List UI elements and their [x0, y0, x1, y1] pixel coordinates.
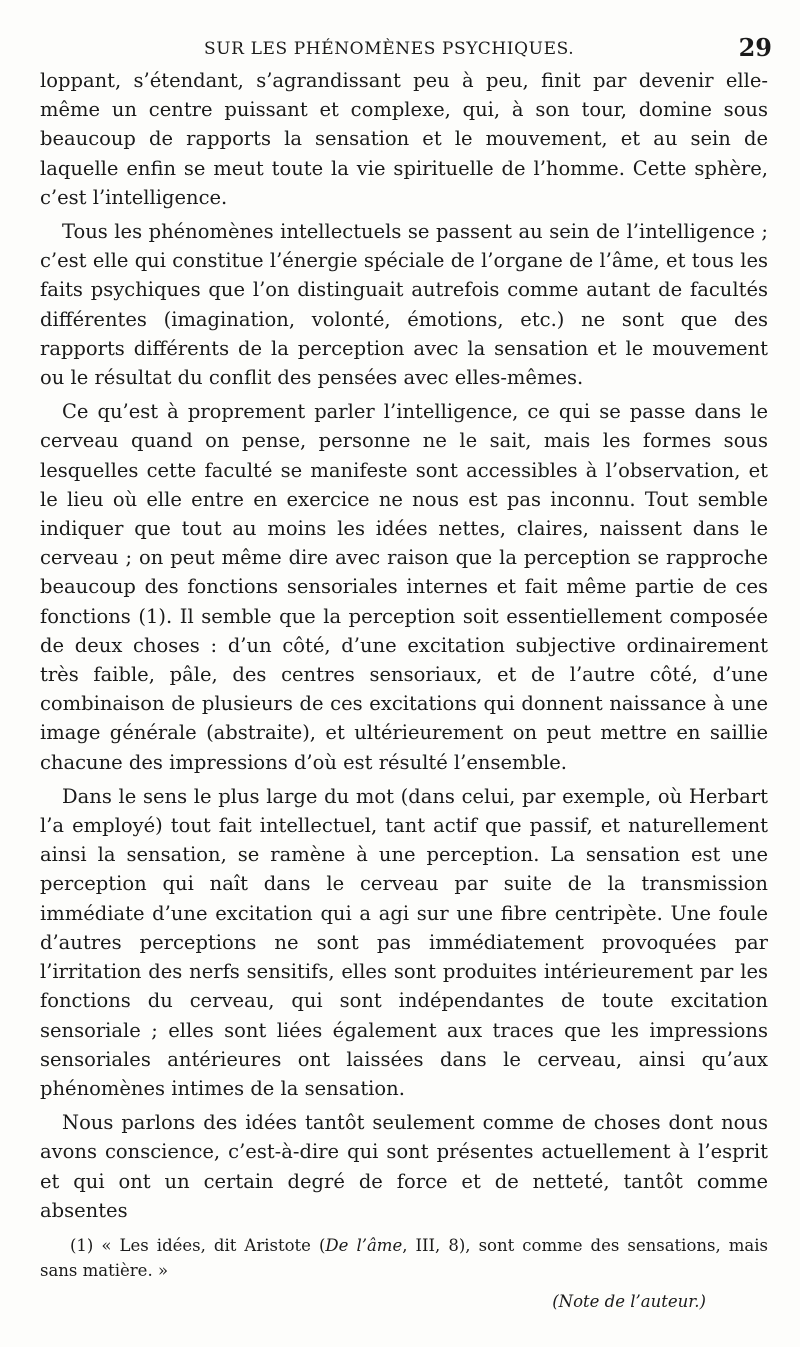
footnote-work-title: De l’âme — [325, 1236, 403, 1255]
paragraph: Tous les phénomènes intellectuels se passent au sein de l’intelligence ; c’est elle qui constitue l’énergie spéciale de l’organe de l’âme, et tous les faits psychiques que l’on distinguait autrefois comme autant de facultés différentes (imagination, volonté, émotions, etc.) ne sont que des rapports différents de la perception avec la sensation et le mouvement ou le résultat du conflit des pensées avec elles-mêmes. — [40, 220, 768, 390]
footnote-area — [40, 1233, 768, 1283]
footnote — [40, 1233, 768, 1283]
footnote-marker: (1) — [70, 1236, 94, 1255]
page-header — [40, 33, 772, 65]
running-head: SUR LES PHÉNOMÈNES PSYCHIQUES. — [204, 39, 575, 59]
paragraph: Ce qu’est à proprement parler l’intelligence, ce qui se passe dans le cerveau quand on pense, personne ne le sait, mais les formes sous lesquelles cette faculté se manifeste sont accessibles à l’observation, et le lieu où elle entre en exercice ne nous est pas inconnu. Tout semble indiquer que tout au moins les idées nettes, claires, naissent dans le cerveau ; on peut même dire avec raison que la perception se rapproche beaucoup des fonctions sensoriales internes et fait même partie de ces fonctions (1). Il semble que la perception soit essentiellement composée de deux choses : d’un côté, d’une excitation subjective ordinairement très faible, pâle, des centres sensoriaux, et de l’autre côté, d’une combinaison de plusieurs de ces excitations qui donnent naissance à une image générale (abstraite), et ultérieurement on peut mettre en saillie chacune des impressions d’où est résulté l’ensemble. — [40, 400, 768, 774]
footnote-attribution: (Note de l’auteur.) — [552, 1292, 706, 1311]
paragraph: Nous parlons des idées tantôt seulement comme de choses dont nous avons conscience, c’est-à-dire qui sont présentes actuellement à l’esprit et qui ont un certain degré de force et de netteté, tantôt comme absentes — [40, 1111, 768, 1222]
paragraph: Dans le sens le plus large du mot (dans celui, par exemple, où Herbart l’a employé) tout fait intellectuel, tant actif que passif, et naturellement ainsi la sensation, se ramène à une perception. La sensation est une perception qui naît dans le cerveau par suite de la transmission immédiate d’une excitation qui a agi sur une fibre centripète. Une foule d’autres perceptions ne sont pas immédiatement provoquées par l’irritation des nerfs sensitifs, elles sont produites intérieurement par les fonctions du cerveau, qui sont indépendantes de toute excitation sensoriale ; elles sont liées également aux traces que les impressions sensoriales antérieures ont laissées dans le cerveau, ainsi qu’aux phénomènes intimes de la sensation. — [40, 784, 768, 1100]
page-number: 29 — [738, 33, 772, 62]
footnote-text-after: , III, 8), sont comme des sensations, mais sans matière. » — [40, 1236, 768, 1280]
body-text — [40, 66, 768, 1230]
paragraph-continuation: loppant, s’étendant, s’agrandissant peu à peu, finit par devenir elle-même un centre puissant et complexe, qui, à son tour, domine sous beaucoup de rapports la sensation et le mouvement, et au sein de laquelle enfin se meut toute la vie spirituelle de l’homme. Cette sphère, c’est l’intelligence. — [40, 69, 768, 209]
footnote-text-before: « Les idées, dit Aristote ( — [101, 1236, 326, 1255]
